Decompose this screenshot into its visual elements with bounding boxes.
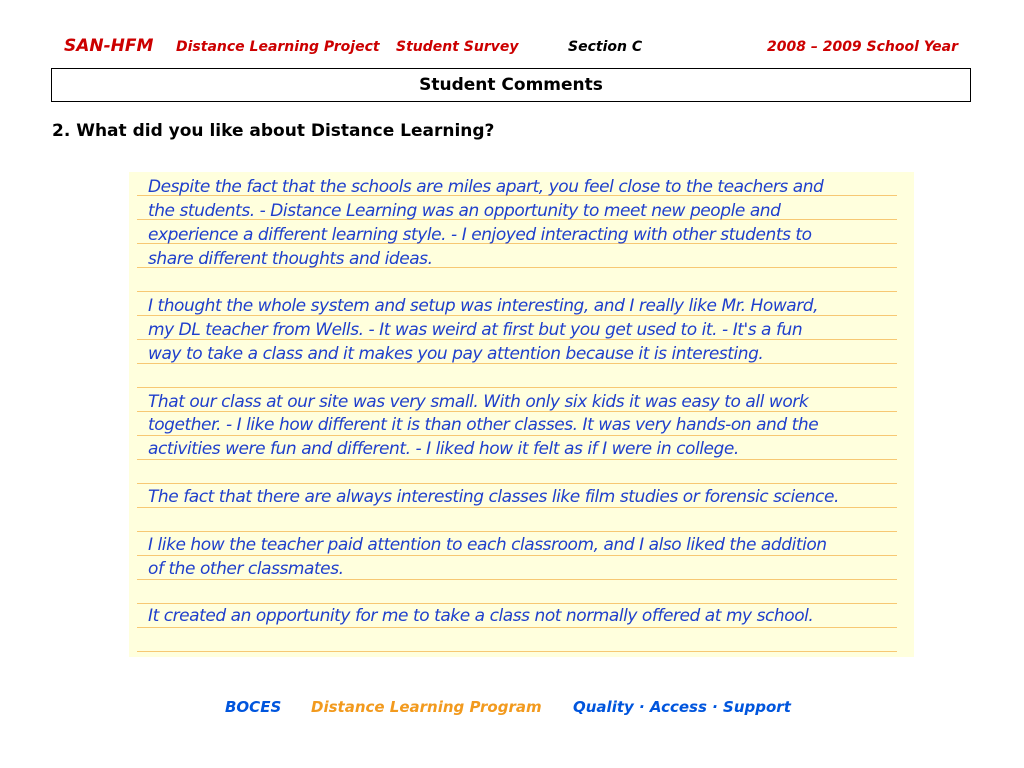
school-year: 2008 – 2009 School Year xyxy=(767,39,958,55)
comment-line: activities were fun and different. - I liked how it felt as if I were in college. xyxy=(148,439,739,460)
comment-line: together. - I like how different it is than other classes. It was very hands-on and the xyxy=(148,415,819,436)
comment-line: It created an opportunity for me to take a class not normally offered at my school. xyxy=(148,606,814,627)
comment-line: Despite the fact that the schools are miles apart, you feel close to the teachers and xyxy=(148,177,824,197)
comment-item xyxy=(148,391,908,463)
comments-list xyxy=(148,176,908,653)
project-title: Distance Learning Project xyxy=(176,39,380,55)
comment-line: I like how the teacher paid attention to each classroom, and I also liked the addition xyxy=(148,534,827,555)
comment-line: experience a different learning style. - I enjoyed interacting with other students to xyxy=(148,224,812,245)
comment-line: share different thoughts and ideas. xyxy=(148,248,433,269)
comment-line: way to take a class and it makes you pay attention because it is interesting. xyxy=(148,343,764,364)
comment-line: my DL teacher from Wells. - It was weird at first but you get used to it. - It's a fun xyxy=(148,320,803,341)
question-heading: 2. What did you like about Distance Learning? xyxy=(52,121,495,141)
comment-line: I thought the whole system and setup was interesting, and I really like Mr. Howard, xyxy=(148,296,819,317)
footer-boces: BOCES xyxy=(225,698,282,716)
comment-item xyxy=(148,486,908,510)
comment-line: That our class at our site was very small. With only six kids it was easy to all work xyxy=(148,391,809,412)
page-header xyxy=(0,37,1024,59)
comment-item xyxy=(148,605,908,629)
comment-item xyxy=(148,295,908,367)
page-title xyxy=(51,68,971,102)
comment-item xyxy=(148,176,908,271)
survey-title: Student Survey xyxy=(396,39,519,55)
footer-tagline: Quality · Access · Support xyxy=(573,698,791,716)
page-footer xyxy=(0,698,1024,720)
comment-line: the students. - Distance Learning was an opportunity to meet new people and xyxy=(148,200,781,221)
footer-program: Distance Learning Program xyxy=(311,698,542,716)
comment-item xyxy=(148,534,908,582)
comment-line: of the other classmates. xyxy=(148,558,344,579)
comment-line: The fact that there are always interesting classes like film studies or forensic science. xyxy=(148,486,839,507)
page-title-text: Student Comments xyxy=(419,75,603,95)
brand-title: SAN-HFM xyxy=(64,36,154,56)
section-label: Section C xyxy=(568,39,643,55)
